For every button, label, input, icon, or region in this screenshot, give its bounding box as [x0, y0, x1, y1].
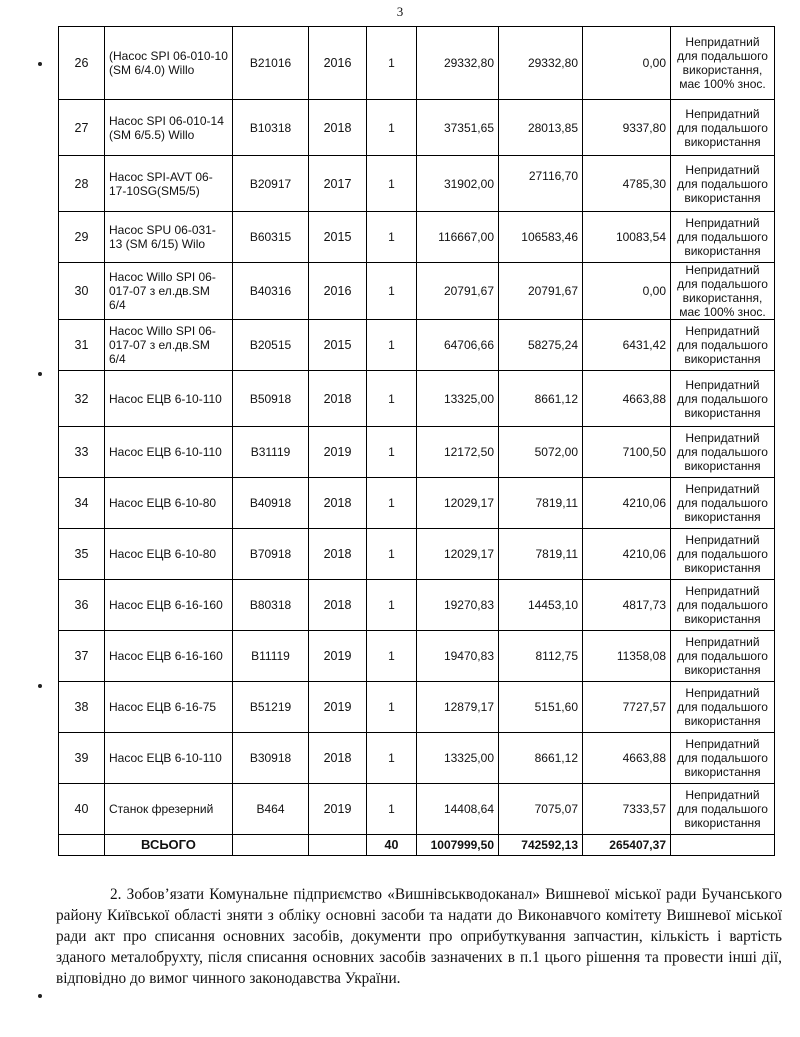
- depreciation: 27116,70: [499, 148, 583, 204]
- inventory-number: В40316: [233, 263, 309, 320]
- commission-year: 2018: [309, 580, 367, 631]
- table-row: [59, 478, 775, 529]
- asset-name: (Насос SPI 06-010-10 (SM 6/4.0) Willo: [105, 27, 233, 100]
- inventory-number: В40918: [233, 478, 309, 529]
- condition-note: Непридатний для подальшого використання: [671, 580, 775, 631]
- depreciation: 8112,75: [499, 631, 583, 682]
- asset-name: Насос ЕЦВ 6-10-110: [105, 733, 233, 784]
- residual-value: 4663,88: [583, 733, 671, 784]
- residual-value: 7333,57: [583, 784, 671, 835]
- initial-cost: 13325,00: [417, 733, 499, 784]
- total-empty-cell: [309, 835, 367, 856]
- inventory-number: В464: [233, 784, 309, 835]
- quantity: 1: [367, 682, 417, 733]
- residual-value: 7100,50: [583, 427, 671, 478]
- table-row: [59, 212, 775, 263]
- margin-mark: [38, 372, 42, 376]
- commission-year: 2019: [309, 682, 367, 733]
- residual-value: 0,00: [583, 263, 671, 320]
- commission-year: 2018: [309, 733, 367, 784]
- table-row: [59, 733, 775, 784]
- condition-note: Непридатний для подальшого використання: [671, 478, 775, 529]
- condition-note: Непридатний для подальшого використання, має 100% знос.: [671, 27, 775, 100]
- condition-note: Непридатний для подальшого використання: [671, 100, 775, 156]
- asset-name: Насос ЕЦВ 6-10-110: [105, 427, 233, 478]
- commission-year: 2016: [309, 263, 367, 320]
- commission-year: 2018: [309, 100, 367, 156]
- table-row: [59, 529, 775, 580]
- commission-year: 2015: [309, 320, 367, 371]
- total-row: [59, 835, 775, 856]
- depreciation: 7819,11: [499, 478, 583, 529]
- residual-value: 7727,57: [583, 682, 671, 733]
- row-number: 29: [59, 212, 105, 263]
- row-number: 30: [59, 263, 105, 320]
- asset-name: Насос ЕЦВ 6-10-80: [105, 478, 233, 529]
- inventory-number: В51219: [233, 682, 309, 733]
- total-cost: 1007999,50: [417, 835, 499, 856]
- condition-note: Непридатний для подальшого використання: [671, 529, 775, 580]
- row-number: 34: [59, 478, 105, 529]
- residual-value: 6431,42: [583, 320, 671, 371]
- table-row: [59, 427, 775, 478]
- asset-name: Насос ЕЦВ 6-16-160: [105, 631, 233, 682]
- depreciation: 20791,67: [499, 263, 583, 320]
- total-empty-cell: [233, 835, 309, 856]
- asset-name: Насос SPU 06-031-13 (SM 6/15) Wilo: [105, 212, 233, 263]
- row-number: 37: [59, 631, 105, 682]
- quantity: 1: [367, 478, 417, 529]
- inventory-number: В80318: [233, 580, 309, 631]
- table-row: [59, 27, 775, 100]
- commission-year: 2019: [309, 784, 367, 835]
- asset-name: Насос SPI-AVT 06-17-10SG(SM5/5): [105, 156, 233, 212]
- residual-value: 4785,30: [583, 156, 671, 212]
- table-row: [59, 682, 775, 733]
- quantity: 1: [367, 580, 417, 631]
- initial-cost: 19470,83: [417, 631, 499, 682]
- page-number: 3: [396, 4, 404, 19]
- inventory-number: В70918: [233, 529, 309, 580]
- asset-name: Насос ЕЦВ 6-10-110: [105, 371, 233, 427]
- quantity: 1: [367, 529, 417, 580]
- commission-year: 2019: [309, 631, 367, 682]
- residual-value: 11358,08: [583, 631, 671, 682]
- condition-note: Непридатний для подальшого використання: [671, 371, 775, 427]
- table-row: [59, 100, 775, 156]
- residual-value: 0,00: [583, 27, 671, 100]
- quantity: 1: [367, 27, 417, 100]
- commission-year: 2016: [309, 27, 367, 100]
- quantity: 1: [367, 212, 417, 263]
- initial-cost: 31902,00: [417, 156, 499, 212]
- initial-cost: 13325,00: [417, 371, 499, 427]
- initial-cost: 12172,50: [417, 427, 499, 478]
- row-number: 36: [59, 580, 105, 631]
- condition-note: Непридатний для подальшого використання: [671, 156, 775, 212]
- condition-note: Непридатний для подальшого використання: [671, 682, 775, 733]
- depreciation: 106583,46: [499, 212, 583, 263]
- asset-name: Насос ЕЦВ 6-16-75: [105, 682, 233, 733]
- asset-name: Насос Willo SPI 06-017-07 з ел.дв.SM 6/4: [105, 320, 233, 371]
- initial-cost: 37351,65: [417, 100, 499, 156]
- condition-note: Непридатний для подальшого використання: [671, 631, 775, 682]
- inventory-number: В31119: [233, 427, 309, 478]
- asset-name: Станок фрезерний: [105, 784, 233, 835]
- inventory-number: В21016: [233, 27, 309, 100]
- commission-year: 2018: [309, 478, 367, 529]
- residual-value: 4210,06: [583, 478, 671, 529]
- table-row: [59, 631, 775, 682]
- total-depreciation: 742592,13: [499, 835, 583, 856]
- quantity: 1: [367, 631, 417, 682]
- margin-mark: [38, 994, 42, 998]
- residual-value: 4817,73: [583, 580, 671, 631]
- depreciation: 28013,85: [499, 100, 583, 156]
- paragraph-text: 2. Зобов’язати Комунальне підприємство «Вишнівськводоканал» Вишневої міської ради Бучанського району Київської області зняти з обліку основні засоби та надати до Виконавчого комітету Вишневої міської ради акт про списання основних засобів, документи про оприбуткування запчастин, кількість і вартість зданого металобрухту, після списання основних засобів зазначених в п.1 цього рішення та провести інші дії, відповідно до вимог чинного законодавства України.: [56, 886, 782, 987]
- initial-cost: 12029,17: [417, 478, 499, 529]
- inventory-number: В60315: [233, 212, 309, 263]
- inventory-number: В20917: [233, 156, 309, 212]
- margin-mark: [38, 62, 42, 66]
- row-number: 32: [59, 371, 105, 427]
- condition-note: Непридатний для подальшого використання: [671, 427, 775, 478]
- quantity: 1: [367, 733, 417, 784]
- total-qty: 40: [367, 835, 417, 856]
- fixed-assets-table: [58, 26, 775, 856]
- asset-name: Насос ЕЦВ 6-10-80: [105, 529, 233, 580]
- depreciation: 29332,80: [499, 27, 583, 100]
- row-number: 39: [59, 733, 105, 784]
- row-number: 40: [59, 784, 105, 835]
- row-number: 33: [59, 427, 105, 478]
- condition-note: Непридатний для подальшого використання: [671, 320, 775, 371]
- table-row: [59, 263, 775, 320]
- residual-value: 10083,54: [583, 212, 671, 263]
- condition-note: Непридатний для подальшого використання: [671, 212, 775, 263]
- inventory-number: В10318: [233, 100, 309, 156]
- asset-name: Насос SPI 06-010-14 (SM 6/5.5) Willo: [105, 100, 233, 156]
- initial-cost: 116667,00: [417, 212, 499, 263]
- row-number: 38: [59, 682, 105, 733]
- condition-note: Непридатний для подальшого використання, має 100% знос.: [671, 263, 775, 320]
- initial-cost: 19270,83: [417, 580, 499, 631]
- row-number: 26: [59, 27, 105, 100]
- depreciation: 58275,24: [499, 320, 583, 371]
- residual-value: 4663,88: [583, 371, 671, 427]
- residual-value: 4210,06: [583, 529, 671, 580]
- quantity: 1: [367, 263, 417, 320]
- initial-cost: 20791,67: [417, 263, 499, 320]
- depreciation: 14453,10: [499, 580, 583, 631]
- depreciation: 8661,12: [499, 371, 583, 427]
- inventory-number: В20515: [233, 320, 309, 371]
- row-number: 35: [59, 529, 105, 580]
- inventory-number: В30918: [233, 733, 309, 784]
- total-empty-cell: [671, 835, 775, 856]
- table-row: [59, 784, 775, 835]
- depreciation: 5151,60: [499, 682, 583, 733]
- quantity: 1: [367, 784, 417, 835]
- table-row: [59, 156, 775, 212]
- quantity: 1: [367, 427, 417, 478]
- initial-cost: 14408,64: [417, 784, 499, 835]
- quantity: 1: [367, 100, 417, 156]
- depreciation: 7819,11: [499, 529, 583, 580]
- row-number: 28: [59, 156, 105, 212]
- initial-cost: 12879,17: [417, 682, 499, 733]
- residual-value: 9337,80: [583, 100, 671, 156]
- quantity: 1: [367, 320, 417, 371]
- commission-year: 2019: [309, 427, 367, 478]
- quantity: 1: [367, 156, 417, 212]
- inventory-number: В50918: [233, 371, 309, 427]
- commission-year: 2018: [309, 371, 367, 427]
- total-residual: 265407,37: [583, 835, 671, 856]
- table-row: [59, 320, 775, 371]
- total-empty-cell: [59, 835, 105, 856]
- commission-year: 2018: [309, 529, 367, 580]
- initial-cost: 64706,66: [417, 320, 499, 371]
- depreciation: 5072,00: [499, 427, 583, 478]
- condition-note: Непридатний для подальшого використання: [671, 784, 775, 835]
- row-number: 27: [59, 100, 105, 156]
- commission-year: 2017: [309, 156, 367, 212]
- decision-paragraph: [56, 884, 782, 989]
- asset-name: Насос ЕЦВ 6-16-160: [105, 580, 233, 631]
- initial-cost: 12029,17: [417, 529, 499, 580]
- initial-cost: 29332,80: [417, 27, 499, 100]
- condition-note: Непридатний для подальшого використання: [671, 733, 775, 784]
- asset-name: Насос Willo SPI 06-017-07 з ел.дв.SM 6/4: [105, 263, 233, 320]
- table-row: [59, 580, 775, 631]
- quantity: 1: [367, 371, 417, 427]
- depreciation: 8661,12: [499, 733, 583, 784]
- table-row: [59, 371, 775, 427]
- inventory-number: В11119: [233, 631, 309, 682]
- row-number: 31: [59, 320, 105, 371]
- margin-mark: [38, 684, 42, 688]
- commission-year: 2015: [309, 212, 367, 263]
- depreciation: 7075,07: [499, 784, 583, 835]
- total-label: ВСЬОГО: [105, 835, 233, 856]
